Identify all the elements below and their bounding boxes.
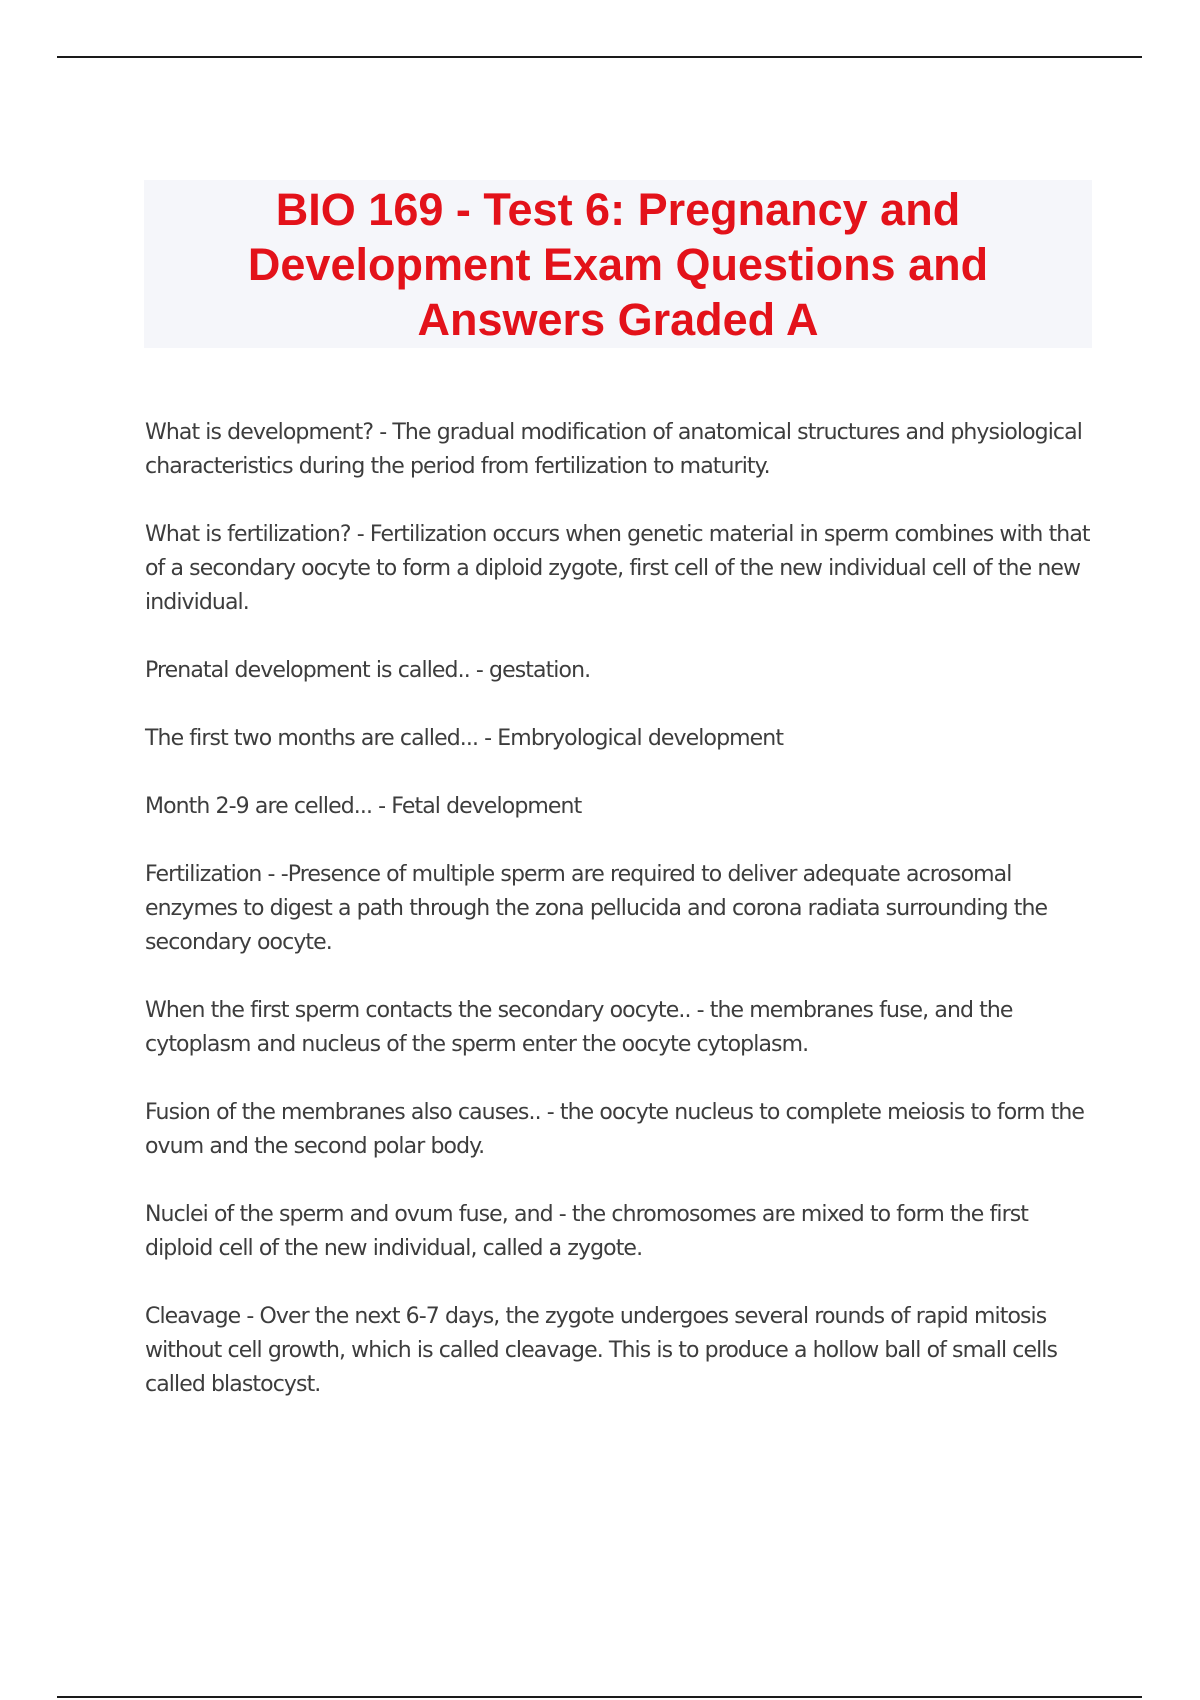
qa-list bbox=[145, 416, 1095, 1436]
qa-item-development: What is development? - The gradual modification of anatomical structures and physiological characteristics during the period from fertilization to maturity. bbox=[145, 420, 1082, 479]
qa-item-fertilization-sperm: Fertilization - -Presence of multiple sperm are required to deliver adequate acrosomal enzymes to digest a path through the zona pellucida and corona radiata surrounding the secondary oocyte. bbox=[145, 862, 1048, 955]
document-title: BIO 169 - Test 6: Pregnancy and Development Exam Questions and Answers Graded A bbox=[247, 183, 989, 345]
qa-item-nuclei-fuse: Nuclei of the sperm and ovum fuse, and - the chromosomes are mixed to form the first diploid cell of the new individual, called a zygote. bbox=[145, 1202, 1029, 1261]
qa-item-prenatal: Prenatal development is called.. - gestation. bbox=[145, 658, 591, 683]
bottom-rule bbox=[57, 1696, 1142, 1698]
qa-item-first-sperm-contact: When the first sperm contacts the secondary oocyte.. - the membranes fuse, and the cytoplasm and nucleus of the sperm enter the oocyte cytoplasm. bbox=[145, 998, 1013, 1057]
qa-item-month-2-9: Month 2-9 are celled... - Fetal development bbox=[145, 794, 582, 819]
qa-item-first-two-months: The first two months are called... - Embryological development bbox=[145, 726, 784, 751]
title-banner bbox=[144, 180, 1092, 348]
top-rule bbox=[57, 56, 1142, 58]
qa-item-fertilization: What is fertilization? - Fertilization occurs when genetic material in sperm combines with that of a secondary oocyte to form a diploid zygote, first cell of the new individual cell of the new individual. bbox=[145, 522, 1090, 615]
qa-item-cleavage: Cleavage - Over the next 6-7 days, the zygote undergoes several rounds of rapid mitosis without cell growth, which is called cleavage. This is to produce a hollow ball of small cells called blastocyst. bbox=[145, 1304, 1058, 1397]
qa-item-membrane-fusion: Fusion of the membranes also causes.. - the oocyte nucleus to complete meiosis to form the ovum and the second polar body. bbox=[145, 1100, 1085, 1159]
